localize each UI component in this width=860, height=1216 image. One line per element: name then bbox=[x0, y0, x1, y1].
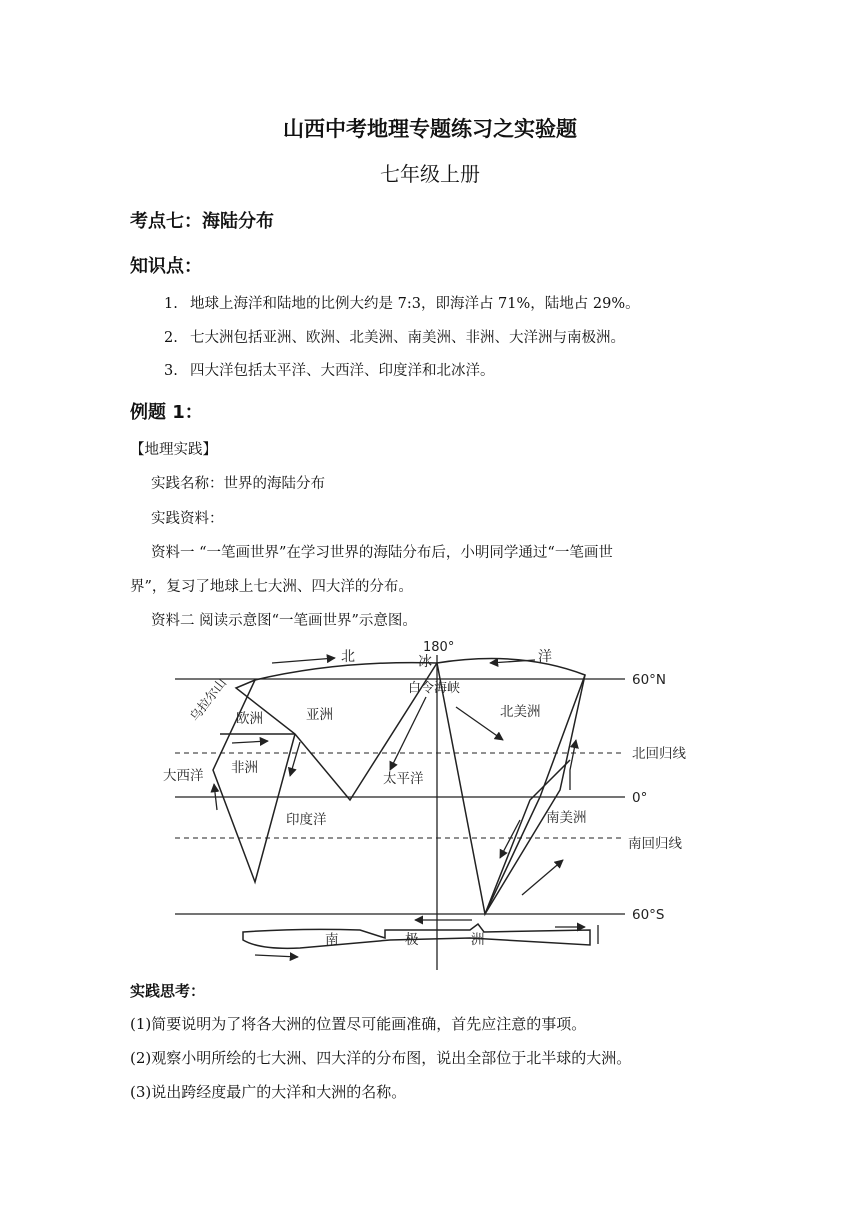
knowledge-item-number: 1. bbox=[164, 296, 178, 312]
south-america-label: 南美洲 bbox=[546, 810, 587, 826]
arrow-namerica-up bbox=[570, 740, 576, 790]
page-subtitle: 七年级上册 bbox=[380, 162, 480, 186]
bering-strait-label: 白令海峡 bbox=[408, 681, 461, 696]
page-title: 山西中考地理专题练习之实验题 bbox=[283, 117, 577, 141]
knowledge-item-text: 地球上海洋和陆地的比例大约是 7:3，即海洋占 71%，陆地占 29%。 bbox=[190, 296, 640, 312]
material-one-line2: 界”，复习了地球上七大洲、四大洋的分布。 bbox=[130, 579, 413, 595]
asia-label: 亚洲 bbox=[306, 707, 333, 723]
indian-ocean-label: 印度洋 bbox=[286, 812, 327, 828]
antarctica-label-2: 极 bbox=[405, 932, 419, 948]
lat-label-equator: 0° bbox=[632, 790, 648, 806]
practice-tag: 【地理实践】 bbox=[130, 442, 217, 458]
antarctica-label-3: 洲 bbox=[471, 932, 485, 948]
north-america-label: 北美洲 bbox=[500, 704, 541, 720]
arrow-arctic-east bbox=[272, 658, 335, 663]
arctic-label-3: 洋 bbox=[538, 649, 552, 665]
lat-label-60n: 60°N bbox=[632, 672, 667, 688]
topic-heading: 考点七：海陆分布 bbox=[130, 211, 274, 232]
question-2: (2)观察小明所绘的七大洲、四大洋的分布图，说出全部位于北半球的大洲。 bbox=[130, 1049, 632, 1067]
lat-label-tropic-n: 北回归线 bbox=[632, 746, 686, 762]
knowledge-item-number: 3. bbox=[164, 363, 178, 379]
material-one-line1: 资料一 “一笔画世界”在学习世界的海陆分布后，小明同学通过“一笔画世 bbox=[151, 545, 613, 561]
arctic-label-1: 北 bbox=[341, 649, 355, 665]
knowledge-item-number: 2. bbox=[164, 330, 178, 346]
meridian-label: 180° bbox=[423, 640, 455, 655]
thinking-heading: 实践思考： bbox=[130, 982, 206, 1000]
europe-label: 欧洲 bbox=[236, 711, 263, 727]
africa-label: 非洲 bbox=[231, 760, 258, 776]
arrow-namerica-down bbox=[456, 707, 503, 740]
material-two: 资料二 阅读示意图“一笔画世界”示意图。 bbox=[151, 613, 417, 629]
arrow-samerica-up bbox=[522, 860, 563, 895]
pacific-label: 太平洋 bbox=[383, 771, 424, 787]
example-heading: 例题 1： bbox=[130, 402, 203, 423]
question-3: (3)说出跨经度最广的大洋和大洲的名称。 bbox=[130, 1083, 407, 1101]
practice-material: 实践资料： bbox=[151, 511, 224, 527]
atlantic-label: 大西洋 bbox=[163, 768, 204, 784]
americas-outline bbox=[437, 659, 585, 914]
practice-name: 实践名称：世界的海陆分布 bbox=[151, 476, 325, 492]
lat-label-60s: 60°S bbox=[632, 907, 665, 923]
knowledge-item-text: 四大洋包括太平洋、大西洋、印度洋和北冰洋。 bbox=[190, 363, 495, 379]
arrow-europe-east bbox=[232, 741, 268, 743]
arrow-antarctic-bottom bbox=[255, 955, 298, 957]
arctic-label-2: 冰 bbox=[418, 654, 432, 670]
question-1: (1)简要说明为了将各大洲的位置尽可能画准确，首先应注意的事项。 bbox=[130, 1015, 587, 1033]
knowledge-item-text: 七大洲包括亚洲、欧洲、北美洲、南美洲、非洲、大洋洲与南极洲。 bbox=[190, 330, 625, 346]
knowledge-heading: 知识点： bbox=[130, 256, 202, 277]
antarctica-label-1: 南 bbox=[325, 932, 339, 948]
ural-mountains-label: 乌拉尔山 bbox=[186, 675, 230, 724]
lat-label-tropic-s: 南回归线 bbox=[628, 836, 682, 852]
